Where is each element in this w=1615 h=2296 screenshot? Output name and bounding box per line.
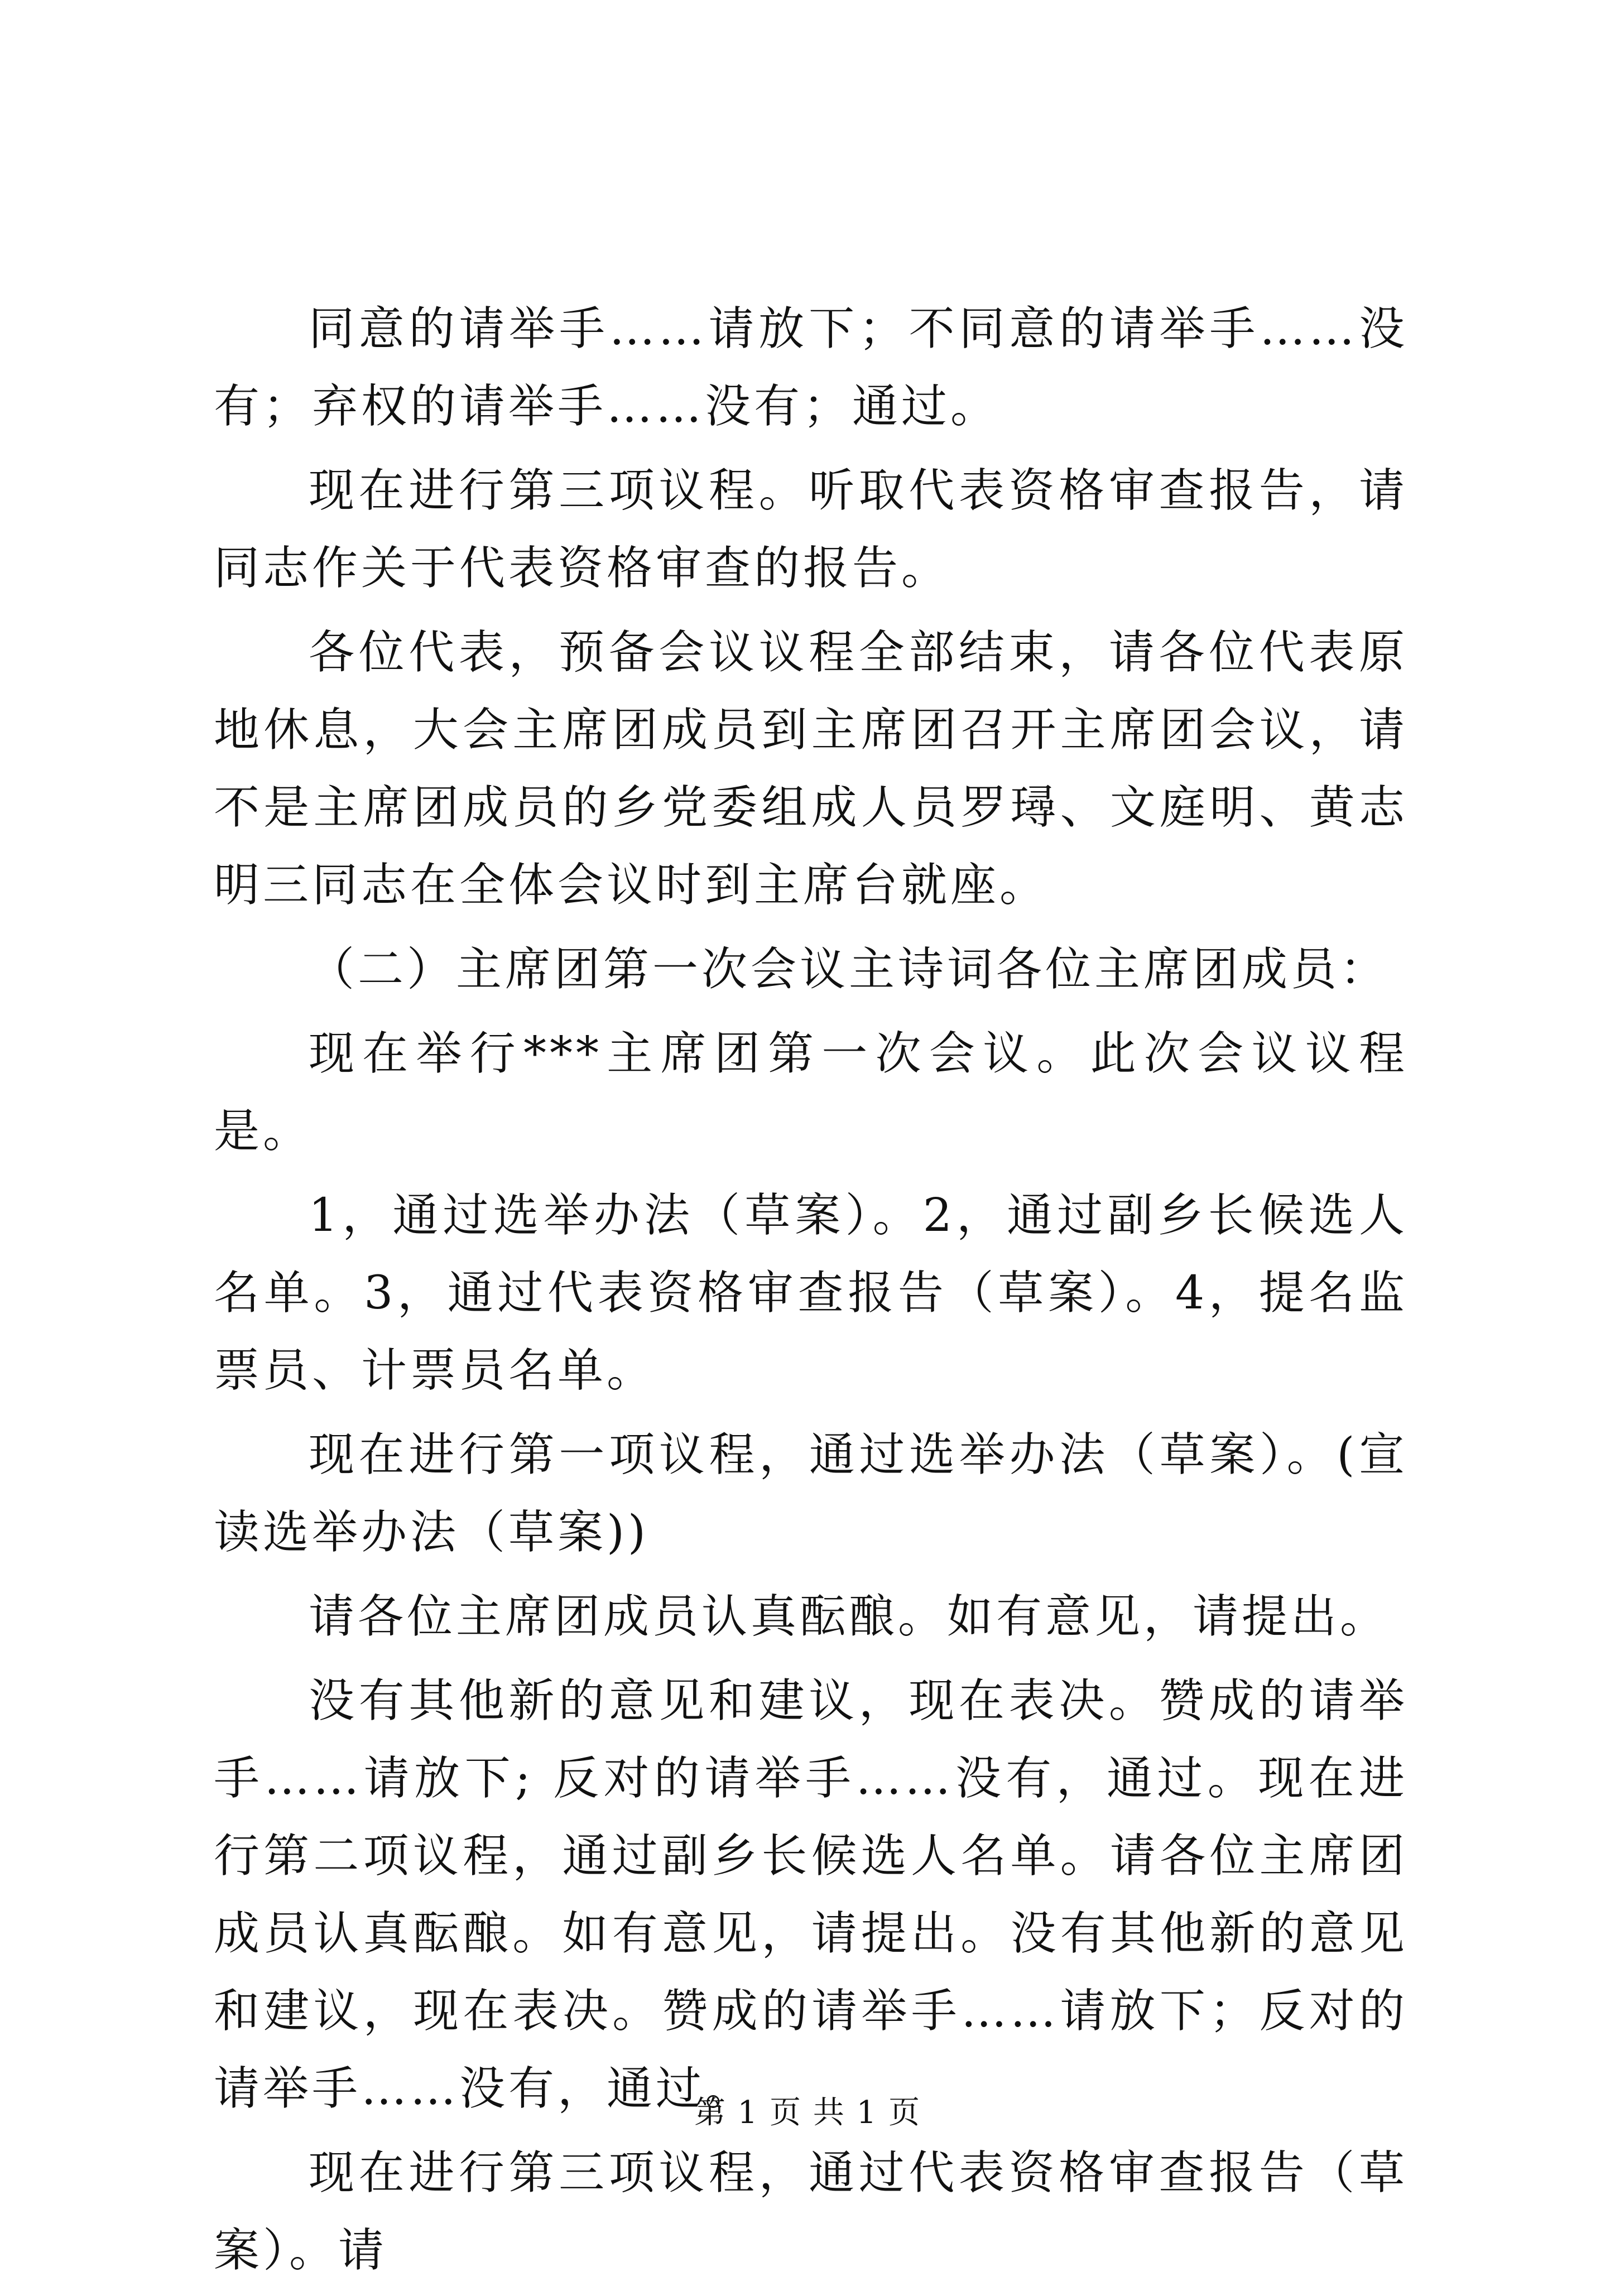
paragraph-3: 各位代表，预备会议议程全部结束，请各位代表原地休息，大会主席团成员到主席团召开主席团会议，请不是主席团成员的乡党委组成人员罗璕、文庭明、黄志明三同志在全体会议时到主席台就座。 xyxy=(214,626,1408,912)
page-footer: 第 1 页 共 1 页 xyxy=(694,2095,921,2131)
paragraph-8: 请各位主席团成员认真酝酿。如有意见，请提出。 xyxy=(309,1590,1390,1643)
paragraph-10: 现在进行第三项议程，通过代表资格审查报告（草案）。请 xyxy=(214,2146,1408,2277)
document-body xyxy=(214,290,1408,2296)
paragraph-5: 现在举行***主席团第一次会议。此次会议议程是。 xyxy=(214,1027,1408,1158)
paragraph-6: 1，通过选举办法（草案）。2，通过副乡长候选人名单。3，通过代表资格审查报告（草案）。4，提名监票员、计票员名单。 xyxy=(214,1189,1408,1397)
paragraph-7: 现在进行第一项议程，通过选举办法（草案）。(宣读选举办法（草案)) xyxy=(214,1428,1408,1559)
paragraph-1: 同意的请举手……请放下；不同意的请举手……没有；弃权的请举手……没有；通过。 xyxy=(214,302,1408,433)
paragraph-2: 现在进行第三项议程。听取代表资格审查报告，请同志作关于代表资格审查的报告。 xyxy=(214,464,1408,595)
paragraph-9: 没有其他新的意见和建议，现在表决。赞成的请举手……请放下; 反对的请举手……没有，通过。现在进行第二项议程，通过副乡长候选人名单。请各位主席团成员认真酝酿。如有意见，请提出。没有其他新的意见和建议，现在表决。赞成的请举手……请放下；反对的请举手……没有，通过。 xyxy=(214,1674,1408,2115)
paragraph-4: （二）主席团第一次会议主诗词各位主席团成员： xyxy=(309,943,1390,996)
